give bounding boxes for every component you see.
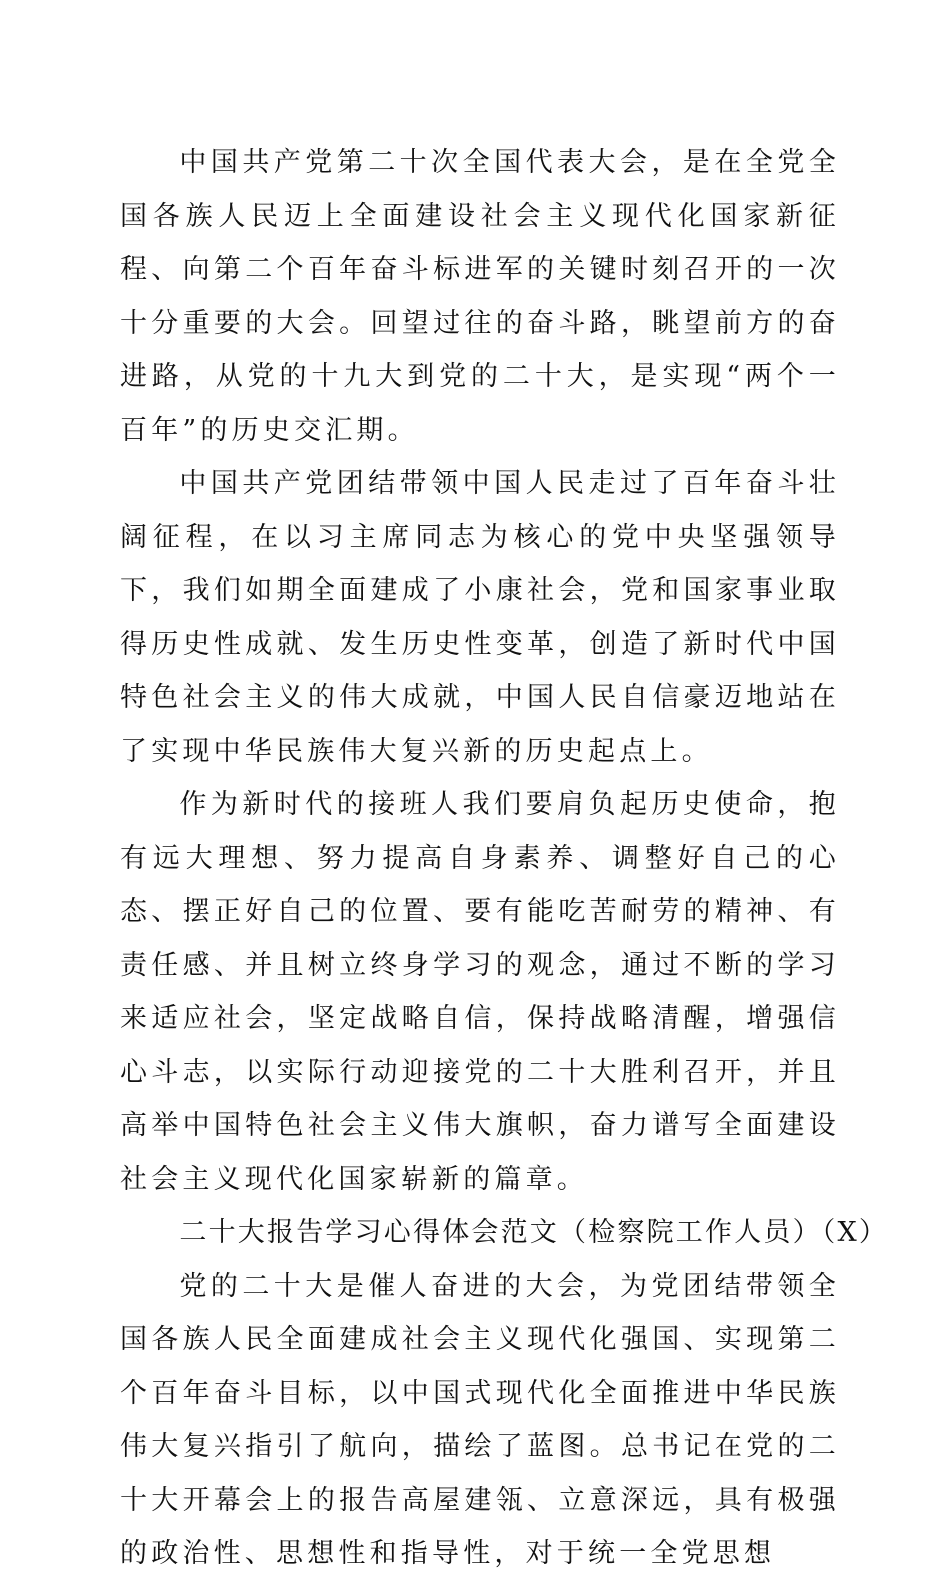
- section-heading: 二十大报告学习心得体会范文（检察院工作人员）（X）: [179, 1217, 889, 1248]
- document-body: [120, 136, 889, 1581]
- paragraph-4: 党的二十大是催人奋进的大会，为党团结带领全国各族人民全面建成社会主义现代化强国、实现第二个百年奋斗目标，以中国式现代化全面推进中华民族伟大复兴指引了航向，描绘了蓝图。总书记在党的二十大开幕会上的报告高屋建瓴、立意深远，具有极强的政治性、思想性和指导性，对于统一全党思想: [120, 1270, 840, 1569]
- paragraph-2: 中国共产党团结带领中国人民走过了百年奋斗壮阔征程，在以习主席同志为核心的党中央坚强领导下，我们如期全面建成了小康社会，党和国家事业取得历史性成就、发生历史性变革，创造了新时代中国特色社会主义的伟大成就，中国人民自信豪迈地站在了实现中华民族伟大复兴新的历史起点上。: [120, 468, 840, 767]
- paragraph-3: 作为新时代的接班人我们要肩负起历史使命，抱有远大理想、努力提高自身素养、调整好自己的心态、摆正好自己的位置、要有能吃苦耐劳的精神、有责任感、并且树立终身学习的观念，通过不断的学习来适应社会，坚定战略自信，保持战略清醒，增强信心斗志，以实际行动迎接党的二十大胜利召开，并且高举中国特色社会主义伟大旗帜，奋力谱写全面建设社会主义现代化国家崭新的篇章。: [120, 789, 840, 1195]
- paragraph-1: 中国共产党第二十次全国代表大会，是在全党全国各族人民迈上全面建设社会主义现代化国家新征程、向第二个百年奋斗标进军的关键时刻召开的一次十分重要的大会。回望过往的奋斗路，眺望前方的奋进路，从党的十九大到党的二十大，是实现“两个一百年”的历史交汇期。: [120, 147, 840, 446]
